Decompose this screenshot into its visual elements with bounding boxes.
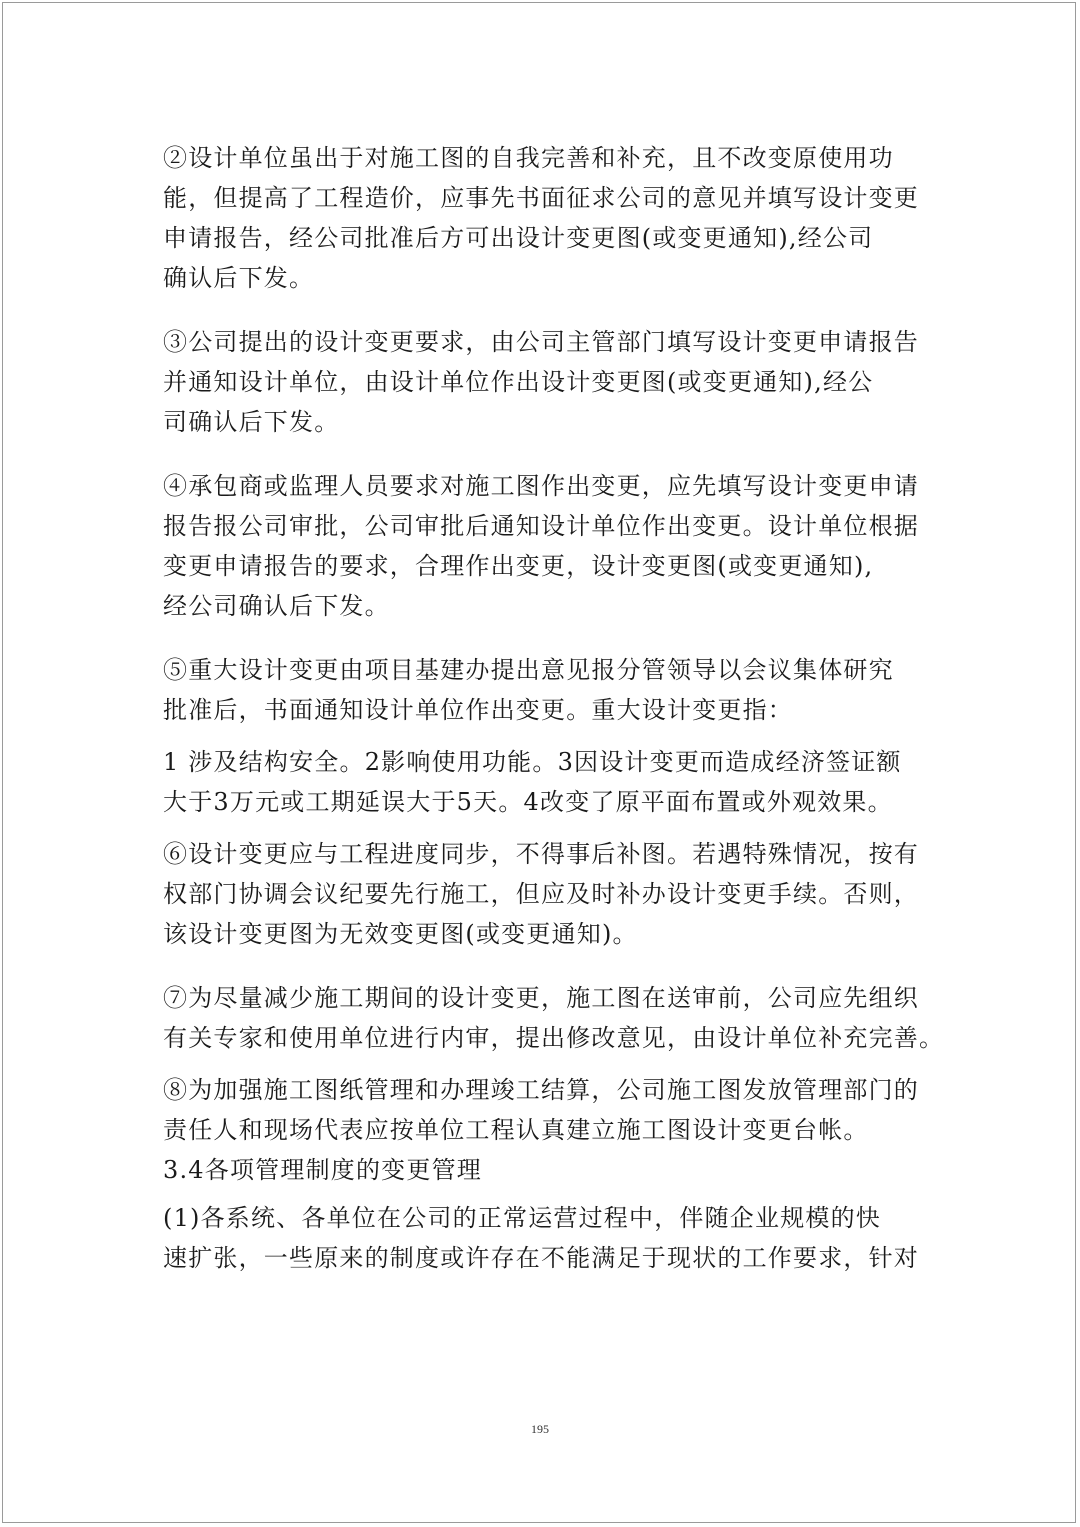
- text-line: 速扩张，一些原来的制度或许存在不能满足于现状的工作要求，针对: [163, 1244, 919, 1272]
- paragraph-3: [163, 322, 923, 442]
- text-line: 报告报公司审批，公司审批后通知设计单位作出变更。设计单位根据: [163, 512, 919, 540]
- page-number: 195: [531, 1422, 549, 1436]
- paragraph-2: [163, 138, 923, 298]
- text-line: 经公司确认后下发。: [163, 592, 390, 620]
- text-line: ⑦为尽量减少施工期间的设计变更，施工图在送审前，公司应先组织: [163, 984, 919, 1012]
- text-line: (1)各系统、各单位在公司的正常运营过程中，伴随企业规模的快: [163, 1204, 881, 1232]
- paragraph-6: [163, 834, 923, 954]
- paragraph-9: [163, 1198, 923, 1278]
- text-line: 该设计变更图为无效变更图(或变更通知)。: [163, 920, 638, 948]
- text-line: ⑤重大设计变更由项目基建办提出意见报分管领导以会议集体研究: [163, 656, 894, 684]
- text-line: 1 涉及结构安全。2影响使用功能。3因设计变更而造成经济签证额: [163, 748, 902, 776]
- text-line: 变更申请报告的要求，合理作出变更，设计变更图(或变更通知),: [163, 552, 874, 580]
- text-line: 能，但提高了工程造价，应事先书面征求公司的意见并填写设计变更: [163, 184, 919, 212]
- text-line: ⑧为加强施工图纸管理和办理竣工结算，公司施工图发放管理部门的: [163, 1076, 919, 1104]
- text-line: 并通知设计单位，由设计单位作出设计变更图(或变更通知),经公: [163, 368, 874, 396]
- paragraph-4: [163, 466, 923, 626]
- paragraph-5: [163, 650, 923, 730]
- text-line: ③公司提出的设计变更要求，由公司主管部门填写设计变更申请报告: [163, 328, 919, 356]
- text-line: 确认后下发。: [163, 264, 315, 292]
- text-line: 批准后，书面通知设计单位作出变更。重大设计变更指：: [163, 696, 793, 724]
- document-body: [163, 138, 945, 1278]
- text-line: 申请报告，经公司批准后方可出设计变更图(或变更通知),经公司: [163, 224, 874, 252]
- text-line: ⑥设计变更应与工程进度同步，不得事后补图。若遇特殊情况，按有: [163, 840, 919, 868]
- text-line: 有关专家和使用单位进行内审，提出修改意见，由设计单位补充完善。: [163, 1024, 945, 1052]
- paragraph-5-list: [163, 742, 923, 822]
- text-line: ④承包商或监理人员要求对施工图作出变更，应先填写设计变更申请: [163, 472, 919, 500]
- text-line: 司确认后下发。: [163, 408, 340, 436]
- text-line: 责任人和现场代表应按单位工程认真建立施工图设计变更台帐。: [163, 1116, 869, 1144]
- text-line: 权部门协调会议纪要先行施工，但应及时补办设计变更手续。否则，: [163, 880, 919, 908]
- paragraph-8: [163, 1070, 923, 1150]
- text-line: 大于3万元或工期延误大于5天。4改变了原平面布置或外观效果。: [163, 788, 893, 816]
- section-heading: 3.4各项管理制度的变更管理: [163, 1156, 482, 1184]
- paragraph-7: [163, 978, 945, 1058]
- text-line: ②设计单位虽出于对施工图的自我完善和补充，且不改变原使用功: [163, 144, 894, 172]
